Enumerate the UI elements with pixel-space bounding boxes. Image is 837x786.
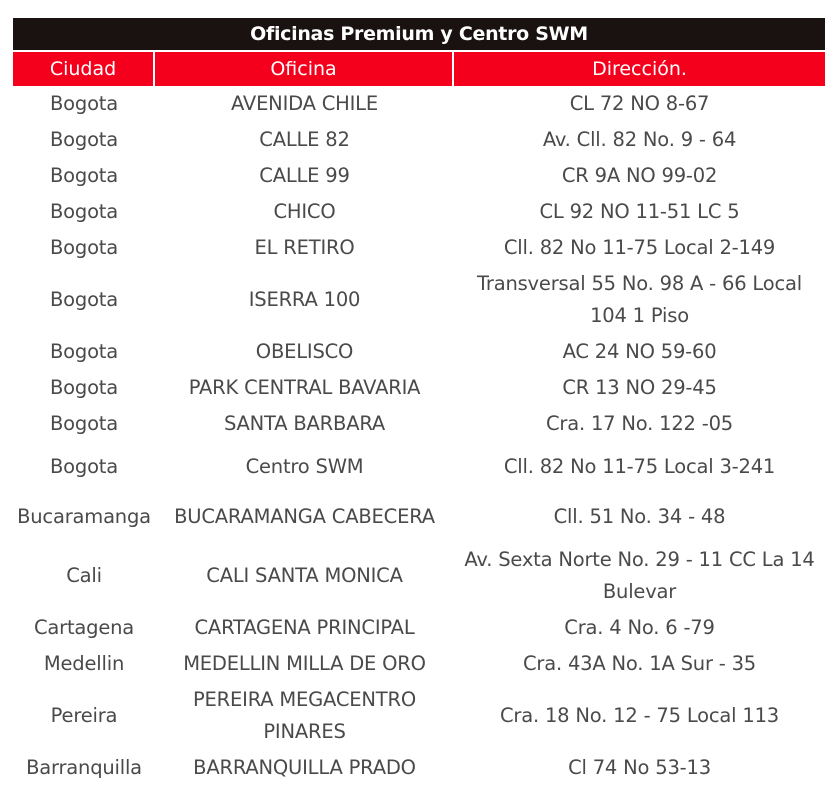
cell-ciudad: Pereira bbox=[50, 704, 118, 727]
cell-ciudad: Bogota bbox=[49, 92, 118, 115]
cell-direccion: CR 9A NO 99-02 bbox=[561, 164, 718, 187]
cell-direccion: Cll. 82 No 11-75 Local 3-241 bbox=[503, 455, 776, 478]
cell-oficina: PEREIRA MEGACENTRO PINARES bbox=[193, 688, 416, 743]
cell-ciudad: Bucaramanga bbox=[17, 505, 151, 528]
cell-ciudad: Barranquilla bbox=[26, 756, 142, 779]
cell-oficina: CARTAGENA PRINCIPAL bbox=[194, 616, 415, 639]
cell-ciudad: Bogota bbox=[49, 340, 118, 363]
table-row bbox=[13, 682, 825, 750]
header-direccion: Dirección. bbox=[454, 52, 825, 86]
cell-direccion: Av. Sexta Norte No. 29 - 11 CC La 14 Bulevar bbox=[464, 548, 815, 603]
cell-oficina: CHICO bbox=[273, 200, 336, 223]
table-row bbox=[13, 542, 825, 610]
offices-table bbox=[13, 52, 825, 786]
cell-oficina: MEDELLIN MILLA DE ORO bbox=[183, 652, 426, 675]
cell-oficina: PARK CENTRAL BAVARIA bbox=[188, 376, 421, 399]
cell-ciudad: Cartagena bbox=[33, 616, 135, 639]
cell-oficina: EL RETIRO bbox=[254, 236, 355, 259]
cell-direccion: CL 92 NO 11-51 LC 5 bbox=[539, 200, 740, 223]
cell-direccion: Cll. 82 No 11-75 Local 2-149 bbox=[503, 236, 776, 259]
table-row bbox=[13, 86, 825, 122]
table-row bbox=[13, 158, 825, 194]
cell-direccion: Cra. 18 No. 12 - 75 Local 113 bbox=[500, 704, 779, 727]
header-row bbox=[13, 52, 825, 86]
cell-ciudad: Bogota bbox=[49, 128, 118, 151]
cell-ciudad: Bogota bbox=[49, 200, 118, 223]
cell-direccion: Cl 74 No 53-13 bbox=[568, 756, 711, 779]
cell-direccion: CL 72 NO 8-67 bbox=[569, 92, 710, 115]
cell-ciudad: Bogota bbox=[49, 164, 118, 187]
cell-oficina: CALLE 99 bbox=[259, 164, 350, 187]
header-oficina: Oficina bbox=[155, 52, 454, 86]
table-row bbox=[13, 122, 825, 158]
table-row bbox=[13, 442, 825, 492]
cell-ciudad: Bogota bbox=[49, 288, 118, 311]
cell-direccion: Cra. 4 No. 6 -79 bbox=[564, 616, 715, 639]
cell-oficina: BUCARAMANGA CABECERA bbox=[174, 505, 435, 528]
cell-ciudad: Bogota bbox=[49, 412, 118, 435]
cell-oficina: SANTA BARBARA bbox=[223, 412, 386, 435]
cell-direccion: Transversal 55 No. 98 A - 66 Local 104 1 Piso bbox=[477, 272, 802, 327]
table-row bbox=[13, 230, 825, 266]
table-row bbox=[13, 646, 825, 682]
table-row bbox=[13, 266, 825, 334]
cell-oficina: AVENIDA CHILE bbox=[231, 92, 378, 115]
cell-oficina: BARRANQUILLA PRADO bbox=[193, 756, 416, 779]
cell-direccion: Cra. 43A No. 1A Sur - 35 bbox=[522, 652, 757, 675]
table-row bbox=[13, 370, 825, 406]
cell-ciudad: Bogota bbox=[49, 455, 118, 478]
table-row bbox=[13, 406, 825, 442]
cell-ciudad: Cali bbox=[66, 564, 102, 587]
cell-ciudad: Bogota bbox=[49, 236, 118, 259]
table-row bbox=[13, 610, 825, 646]
cell-direccion: Av. Cll. 82 No. 9 - 64 bbox=[542, 128, 737, 151]
cell-direccion: AC 24 NO 59-60 bbox=[562, 340, 717, 363]
cell-oficina: CALI SANTA MONICA bbox=[206, 564, 403, 587]
table-row bbox=[13, 492, 825, 542]
cell-oficina: OBELISCO bbox=[255, 340, 354, 363]
cell-ciudad: Bogota bbox=[49, 376, 118, 399]
offices-table-container bbox=[13, 18, 825, 786]
table-row bbox=[13, 750, 825, 786]
table-row bbox=[13, 334, 825, 370]
cell-oficina: Centro SWM bbox=[245, 455, 364, 478]
header-ciudad: Ciudad bbox=[13, 52, 155, 86]
cell-oficina: CALLE 82 bbox=[259, 128, 350, 151]
cell-direccion: CR 13 NO 29-45 bbox=[562, 376, 717, 399]
cell-ciudad: Medellin bbox=[43, 652, 125, 675]
table-title: Oficinas Premium y Centro SWM bbox=[13, 18, 825, 50]
cell-oficina: ISERRA 100 bbox=[248, 288, 361, 311]
cell-direccion: Cll. 51 No. 34 - 48 bbox=[553, 505, 726, 528]
table-row bbox=[13, 194, 825, 230]
cell-direccion: Cra. 17 No. 122 -05 bbox=[545, 412, 734, 435]
